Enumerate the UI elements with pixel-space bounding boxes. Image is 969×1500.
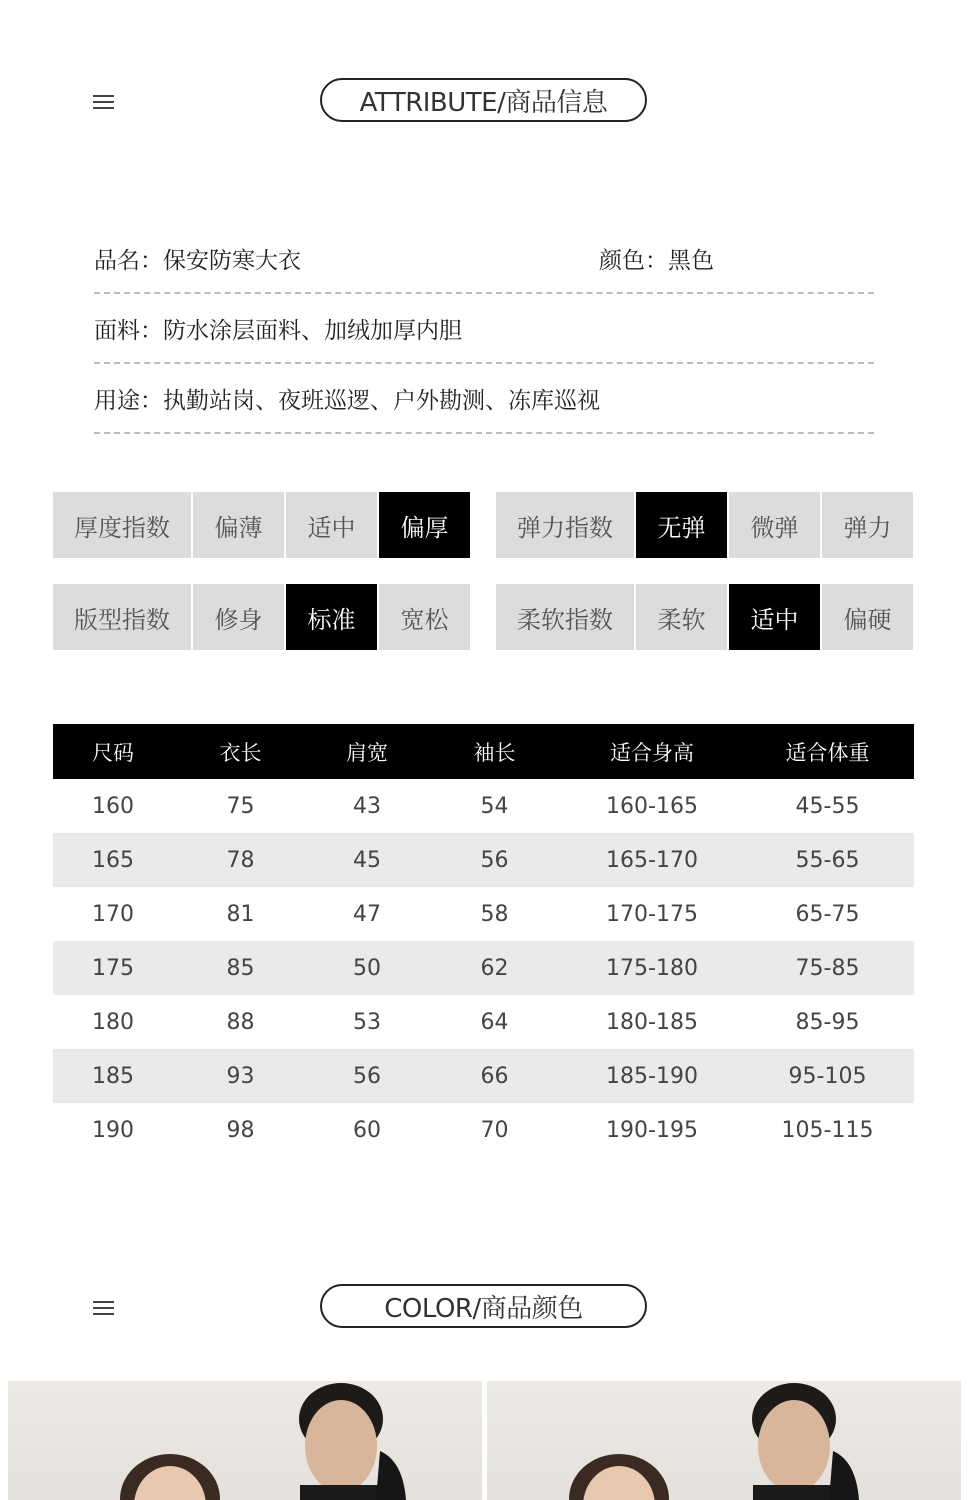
table-cell: 170-175 — [606, 901, 698, 927]
index-option: 微弹 — [729, 492, 820, 558]
menu-icon[interactable] — [93, 95, 114, 109]
table-cell: 180 — [92, 1009, 134, 1035]
index-option-active: 适中 — [729, 584, 820, 650]
table-cell: 165-170 — [606, 847, 698, 873]
product-info — [94, 224, 874, 434]
table-cell: 180-185 — [606, 1009, 698, 1035]
index-fit — [53, 584, 470, 650]
product-name: 品名：保安防寒大衣 — [94, 247, 301, 274]
table-cell: 85 — [226, 955, 255, 981]
table-cell: 50 — [353, 955, 381, 981]
index-label: 弹力指数 — [496, 492, 634, 558]
size-table — [53, 724, 914, 1157]
table-cell: 78 — [226, 847, 255, 873]
table-row — [53, 779, 914, 833]
table-cell: 93 — [226, 1063, 255, 1089]
table-cell: 45-55 — [795, 793, 860, 819]
index-label: 版型指数 — [53, 584, 191, 650]
table-cell: 54 — [480, 793, 509, 819]
table-cell: 62 — [480, 955, 509, 981]
table-cell: 160-165 — [606, 793, 698, 819]
table-row — [53, 995, 914, 1049]
product-usage: 用途：执勤站岗、夜班巡逻、户外勘测、冻库巡视 — [94, 387, 600, 414]
table-cell: 98 — [226, 1117, 255, 1143]
table-row — [53, 887, 914, 941]
index-option-active: 无弹 — [636, 492, 727, 558]
column-header: 适合身高 — [610, 740, 694, 765]
index-option: 偏薄 — [193, 492, 284, 558]
table-cell: 175 — [92, 955, 134, 981]
table-cell: 53 — [353, 1009, 381, 1035]
index-label: 柔软指数 — [496, 584, 634, 650]
table-cell: 58 — [480, 901, 509, 927]
index-label: 厚度指数 — [53, 492, 191, 558]
product-photo-right — [487, 1381, 961, 1500]
color-section-header — [0, 1284, 969, 1334]
table-cell: 81 — [226, 901, 255, 927]
table-cell: 160 — [92, 793, 134, 819]
column-header: 尺码 — [92, 740, 134, 765]
index-softness — [496, 584, 913, 650]
index-thickness — [53, 492, 470, 558]
index-option: 偏硬 — [822, 584, 913, 650]
table-cell: 66 — [480, 1063, 509, 1089]
column-header: 袖长 — [473, 740, 516, 765]
column-header: 衣长 — [219, 740, 262, 765]
column-header: 肩宽 — [346, 740, 388, 765]
table-cell: 88 — [226, 1009, 255, 1035]
index-option-active: 标准 — [286, 584, 377, 650]
models-illustration — [8, 1381, 482, 1500]
table-cell: 95-105 — [788, 1063, 867, 1089]
table-cell: 65-75 — [795, 901, 860, 927]
table-cell: 85-95 — [795, 1009, 860, 1035]
table-row — [53, 941, 914, 995]
table-cell: 175-180 — [606, 955, 698, 981]
table-cell: 105-115 — [781, 1117, 874, 1143]
attribute-section-header — [0, 78, 969, 128]
table-cell: 60 — [353, 1117, 381, 1143]
product-color: 颜色：黑色 — [599, 247, 714, 274]
info-row-name-color — [94, 224, 874, 294]
table-cell: 190-195 — [606, 1117, 698, 1143]
table-cell: 56 — [480, 847, 509, 873]
index-option-active: 偏厚 — [379, 492, 470, 558]
index-option: 弹力 — [822, 492, 913, 558]
product-photo-left — [8, 1381, 482, 1500]
models-illustration — [487, 1381, 961, 1500]
attribute-title: ATTRIBUTE/商品信息 — [320, 78, 647, 122]
table-cell: 75-85 — [795, 955, 860, 981]
table-cell: 64 — [480, 1009, 509, 1035]
table-row — [53, 1049, 914, 1103]
index-option: 柔软 — [636, 584, 727, 650]
table-cell: 185 — [92, 1063, 134, 1089]
table-row — [53, 833, 914, 887]
table-cell: 185-190 — [606, 1063, 698, 1089]
index-elasticity — [496, 492, 913, 558]
index-option: 宽松 — [379, 584, 470, 650]
info-row-usage — [94, 364, 874, 434]
table-cell: 170 — [92, 901, 134, 927]
table-cell: 75 — [226, 793, 255, 819]
index-option: 适中 — [286, 492, 377, 558]
table-cell: 165 — [92, 847, 134, 873]
column-header: 适合体重 — [785, 740, 870, 765]
table-row — [53, 1103, 914, 1157]
table-cell: 47 — [353, 901, 381, 927]
table-cell: 70 — [480, 1117, 509, 1143]
table-cell: 43 — [353, 793, 381, 819]
size-table-header — [53, 724, 914, 779]
index-option: 修身 — [193, 584, 284, 650]
color-title: COLOR/商品颜色 — [320, 1284, 647, 1328]
table-cell: 55-65 — [795, 847, 860, 873]
product-fabric: 面料：防水涂层面料、加绒加厚内胆 — [94, 317, 462, 344]
menu-icon[interactable] — [93, 1301, 114, 1315]
table-cell: 56 — [353, 1063, 381, 1089]
table-cell: 45 — [353, 847, 381, 873]
info-row-fabric — [94, 294, 874, 364]
table-cell: 190 — [92, 1117, 134, 1143]
